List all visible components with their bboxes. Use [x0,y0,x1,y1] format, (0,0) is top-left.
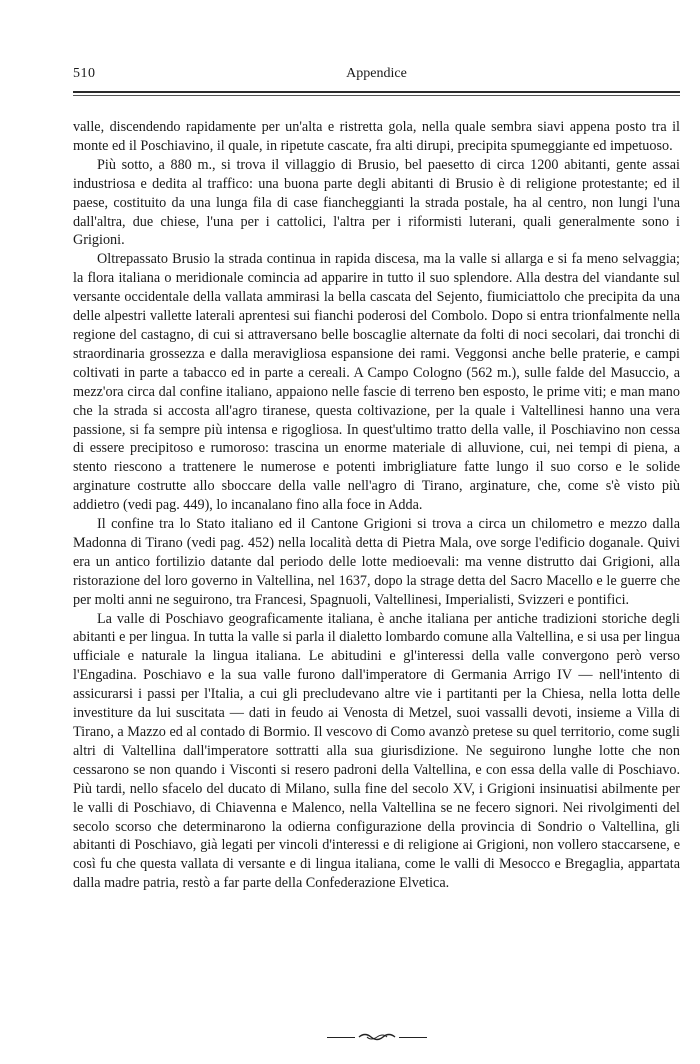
paragraph: Il confine tra lo Stato italiano ed il Cantone Grigioni si trova a circa un chilometro e mezzo dalla Madonna di Tirano (vedi pag. 452) nella località detta di Pietra Mala, ove sorge l'edificio doganale. Quivi era un antico fortilizio datante dal periodo delle lotte medioevali: ma venne distrutto dai Grigioni, alla ristorazione del loro governo in Valtellina, nel 1637, dopo la strage detta del Sacro Macello e le guerre che per molti anni ne seguirono, tra Francesi, Spagnuoli, Valtellinesi, Imperialisti, Svizzeri e pontifici. [73,516,680,608]
paragraph: Più sotto, a 880 m., si trova il villaggio di Brusio, bel paesetto di circa 1200 abitanti, gente assai industriosa e dedita al traffico: una buona parte degli abitanti di Brusio è di religione protestante; ed il paese, costituito da una lunga fila di case fiancheggianti la strada postale, ha al centro, non lungi l'una dall'altra, due chiese, l'una per i cattolici, l'altra per i riformisti luterani, quali generalmente sono i Grigioni. [73,156,680,249]
page-number: 510 [73,66,96,81]
page [73,62,680,892]
tailpiece-ornament-icon [73,1028,680,1044]
header-rule-thin [73,95,680,96]
body-text [73,118,680,893]
paragraph: Oltrepassato Brusio la strada continua in rapida discesa, ma la valle si allarga e si fa meno selvaggia; la flora italiana o meridionale comincia ad apparire in tutto il suo splendore. Alla destra del viandante sul versante occidentale della vallata ammirasi la bella cascata del Sejento, fiumiciattolo che precipita da una delle alpestri vallette laterali aprentesi sui fianchi poderosi del Combolo. Dopo si entra trionfalmente nella regione del castagno, di cui si attraversano belle boscaglie alternate da folti di noci secolari, dai tronchi di straordinaria grossezza e dalla meravigliosa espansione dei rami. Veggonsi anche belle praterie, e campi coltivati in parte a tabacco ed in parte a cereali. A Campo Cologno (562 m.), sulle falde del Masuccio, a mezz'ora circa dal confine italiano, appaiono nelle fascie di terreno ben esposto, le prime viti; e man mano che la strada si accosta all'agro tiranese, questa coltivazione, per la quale i Valtellinesi hanno una vera passione, si fa sempre più intensa e rigogliosa. In quest'ultimo tratto della valle, il Poschiavino non cessa di essere precipitoso e rumoroso: trascina un enorme materiale di alluvione, cui, nei tempi di piena, a stento riescono a trattenere le numerose e potenti imbrigliature fatte lungo il suo corso e le solide arginature costrutte allo sboccare della valle nell'agro di Tirano, arginature, che, come s'è visto più addietro (vedi pag. 449), lo incanalano fino alla foce in Adda. [73,251,680,514]
header-rule [73,91,680,93]
page-header [73,62,680,88]
paragraph: La valle di Poschiavo geograficamente italiana, è anche italiana per antiche tradizioni storiche degli abitanti e per lingua. In tutta la valle si parla il dialetto lombardo comune alla Valtellina, e si usa per lingua ufficiale e naturale la lingua italiana. Le abitudini e gl'interessi della valle convergono però verso l'Engadina. Poschiavo e la sua valle furono dall'imperatore di Germania Arrigo IV — nell'intento di assicurarsi i passi per l'Italia, a cui gli precludevano altre vie i partitanti per la Chiesa, nella lotta delle investiture da lui suscitata — dati in feudo ai Venosta di Metzel, suoi vassalli devoti, insieme a Villa di Tirano, a Mazzo ed al contado di Bormio. Il vescovo di Como avanzò pretese su quel territorio, come sugli altri di Valtellina dall'imperatore sottratti alla sua giurisdizione. Ne seguirono lunghe lotte che non cessarono se non quando i Visconti si resero padroni della Valtellina, e con essa della valle di Poschiavo. Più tardi, nello sfacelo del ducato di Milano, sulla fine del secolo XV, i Grigioni insinuatisi abilmente per le valli di Poschiavo, di Chiavenna e Malenco, nella Valtellina se ne fecero signori. Nei rivolgimenti del secolo scorso che determinarono la odierna configurazione della provincia di Sondrio o Valtellina, gli abitanti di Poschiavo, già legati per vincoli d'interessi e di religione ai Grigioni, non vollero staccarsene, e così fu che questa vallata di versante e di lingua italiana, come le valli di Mesocco e Bregaglia, appartata dalla madre patria, restò a far parte della Confederazione Elvetica. [73,610,680,892]
paragraph: valle, discendendo rapidamente per un'alta e ristretta gola, nella quale sembra siavi appena posto tra il monte ed il Poschiavino, il quale, in ripetute cascate, fra alti dirupi, precipita spumeggiante ed impetuoso. [73,119,680,154]
running-title: Appendice [346,66,407,81]
